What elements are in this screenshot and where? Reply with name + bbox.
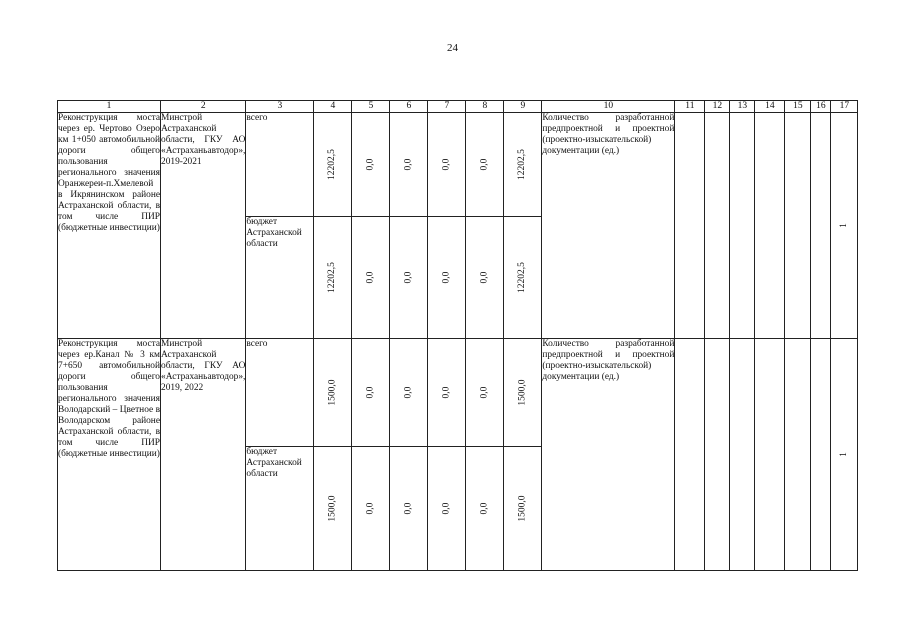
project-name: Реконструкция моста через ер.Канал № 3 км 7+650 автомобильной дороги общего пользования регионального значения Володарский – Цветное в Володарском районе Астраханской области, в том числе ПИР (бюджетные инвестиции) <box>58 339 161 571</box>
column-number: 14 <box>755 101 785 113</box>
value-cell: 1500,0 <box>504 339 542 447</box>
value-cell: 0,0 <box>390 113 428 217</box>
column-number: 12 <box>705 101 730 113</box>
empty-cell <box>811 113 831 339</box>
empty-cell <box>675 339 705 571</box>
value-cell: 0,0 <box>428 217 466 339</box>
value-cell: 12202,5 <box>504 113 542 217</box>
indicator-name: Количество разработанной предпроектной и проектной (проектно-изыскательской) документации (ед.) <box>542 339 675 571</box>
column-number: 15 <box>785 101 811 113</box>
column-number: 11 <box>675 101 705 113</box>
value-cell: 0,0 <box>390 447 428 571</box>
empty-cell <box>730 339 755 571</box>
value-cell: 0,0 <box>352 339 390 447</box>
value-cell: 0,0 <box>390 217 428 339</box>
column-number: 17 <box>831 101 858 113</box>
funding-source: всего <box>246 113 314 217</box>
value-cell: 1500,0 <box>314 339 352 447</box>
page-number: 24 <box>447 42 458 54</box>
value-cell: 1500,0 <box>314 447 352 571</box>
project-name: Реконструкция моста через ер. Чертово Озеро км 1+050 автомобильной дороги общего пользования регионального значения Оранжереи-п.Хмелевой в Икрянинском районе Астраханской области, в том числе ПИР (бюджетные инвестиции) <box>58 113 161 339</box>
value-cell: 0,0 <box>466 113 504 217</box>
empty-cell <box>705 339 730 571</box>
value-cell: 0,0 <box>428 447 466 571</box>
value-cell: 0,0 <box>352 217 390 339</box>
value-cell: 0,0 <box>428 339 466 447</box>
column-number: 9 <box>504 101 542 113</box>
value-cell: 0,0 <box>390 339 428 447</box>
indicator-value: 1 <box>831 339 858 571</box>
column-number: 10 <box>542 101 675 113</box>
column-number: 13 <box>730 101 755 113</box>
column-number: 6 <box>390 101 428 113</box>
value-cell: 0,0 <box>466 447 504 571</box>
column-number: 8 <box>466 101 504 113</box>
empty-cell <box>730 113 755 339</box>
empty-cell <box>675 113 705 339</box>
value-cell: 12202,5 <box>314 217 352 339</box>
column-number: 7 <box>428 101 466 113</box>
value-cell: 0,0 <box>428 113 466 217</box>
project-2-total-row <box>58 339 858 447</box>
indicator-name: Количество разработанной предпроектной и проектной (проектно-изыскательской) документации (ед.) <box>542 113 675 339</box>
column-number-row <box>58 101 858 113</box>
column-number: 5 <box>352 101 390 113</box>
funding-source: всего <box>246 339 314 447</box>
empty-cell <box>755 339 785 571</box>
project-1-total-row <box>58 113 858 217</box>
value-cell: 0,0 <box>352 447 390 571</box>
column-number: 2 <box>161 101 246 113</box>
value-cell: 0,0 <box>466 217 504 339</box>
indicator-value: 1 <box>831 113 858 339</box>
value-cell: 12202,5 <box>314 113 352 217</box>
column-number: 1 <box>58 101 161 113</box>
empty-cell <box>755 113 785 339</box>
project-executor: Минстрой Астраханской области, ГКУ АО «Астраханьавтодор», 2019-2021 <box>161 113 246 339</box>
empty-cell <box>705 113 730 339</box>
funding-source: бюджет Астраханской области <box>246 217 314 339</box>
column-number: 16 <box>811 101 831 113</box>
value-cell: 0,0 <box>466 339 504 447</box>
value-cell: 0,0 <box>352 113 390 217</box>
empty-cell <box>785 113 811 339</box>
value-cell: 1500,0 <box>504 447 542 571</box>
column-number: 3 <box>246 101 314 113</box>
column-number: 4 <box>314 101 352 113</box>
empty-cell <box>785 339 811 571</box>
program-table <box>57 100 858 571</box>
value-cell: 12202,5 <box>504 217 542 339</box>
empty-cell <box>811 339 831 571</box>
funding-source: бюджет Астраханской области <box>246 447 314 571</box>
project-executor: Минстрой Астраханской области, ГКУ АО «Астраханьавтодор», 2019, 2022 <box>161 339 246 571</box>
